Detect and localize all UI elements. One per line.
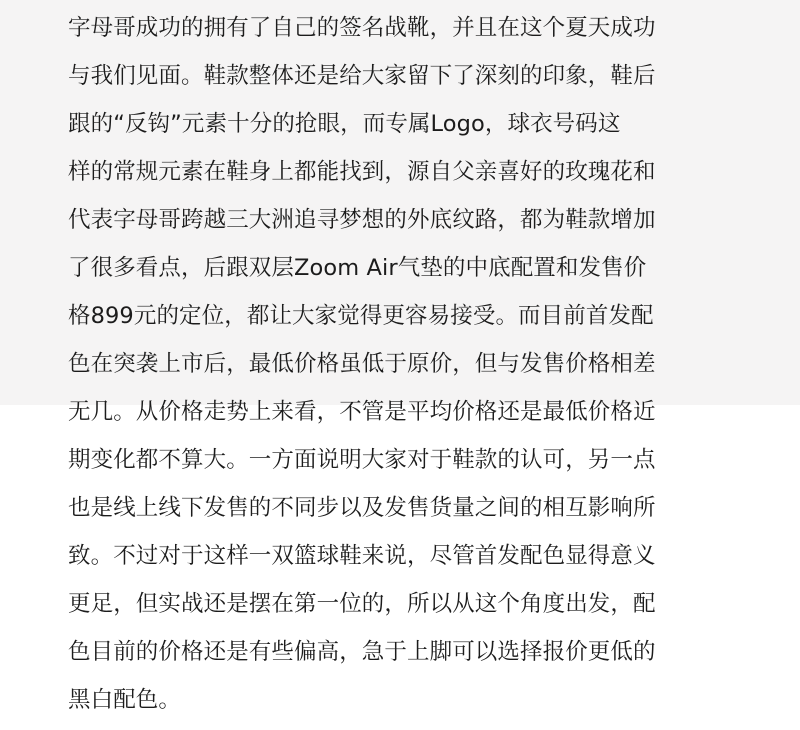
article-line: 也是线上线下发售的不同步以及发售货量之间的相互影响所 xyxy=(68,495,656,521)
article-body xyxy=(0,4,800,724)
article-line: 更足，但实战还是摆在第一位的，所以从这个角度出发，配 xyxy=(68,591,656,617)
article-line: 黑白配色。 xyxy=(68,687,182,713)
article-line: 格899元的定位，都让大家觉得更容易接受。而目前首发配 xyxy=(68,303,654,329)
article-line: 代表字母哥跨越三大洲追寻梦想的外底纹路，都为鞋款增加 xyxy=(68,207,656,233)
article-line: 色目前的价格还是有些偏高，急于上脚可以选择报价更低的 xyxy=(68,639,656,665)
article-line: 期变化都不算大。一方面说明大家对于鞋款的认可，另一点 xyxy=(68,447,656,473)
article-line: 跟的“反钩”元素十分的抢眼，而专属Logo，球衣号码这 xyxy=(68,111,621,137)
article-line: 样的常规元素在鞋身上都能找到，源自父亲喜好的玫瑰花和 xyxy=(68,159,656,185)
article-line: 与我们见面。鞋款整体还是给大家留下了深刻的印象，鞋后 xyxy=(68,63,656,89)
article-line: 了很多看点，后跟双层Zoom Air气垫的中底配置和发售价 xyxy=(68,255,647,281)
article-line: 字母哥成功的拥有了自己的签名战靴，并且在这个夏天成功 xyxy=(68,15,656,41)
article-line: 色在突袭上市后，最低价格虽低于原价，但与发售价格相差 xyxy=(68,351,656,377)
article-line: 致。不过对于这样一双篮球鞋来说，尽管首发配色显得意义 xyxy=(68,543,656,569)
article-line: 无几。从价格走势上来看，不管是平均价格还是最低价格近 xyxy=(68,399,656,425)
